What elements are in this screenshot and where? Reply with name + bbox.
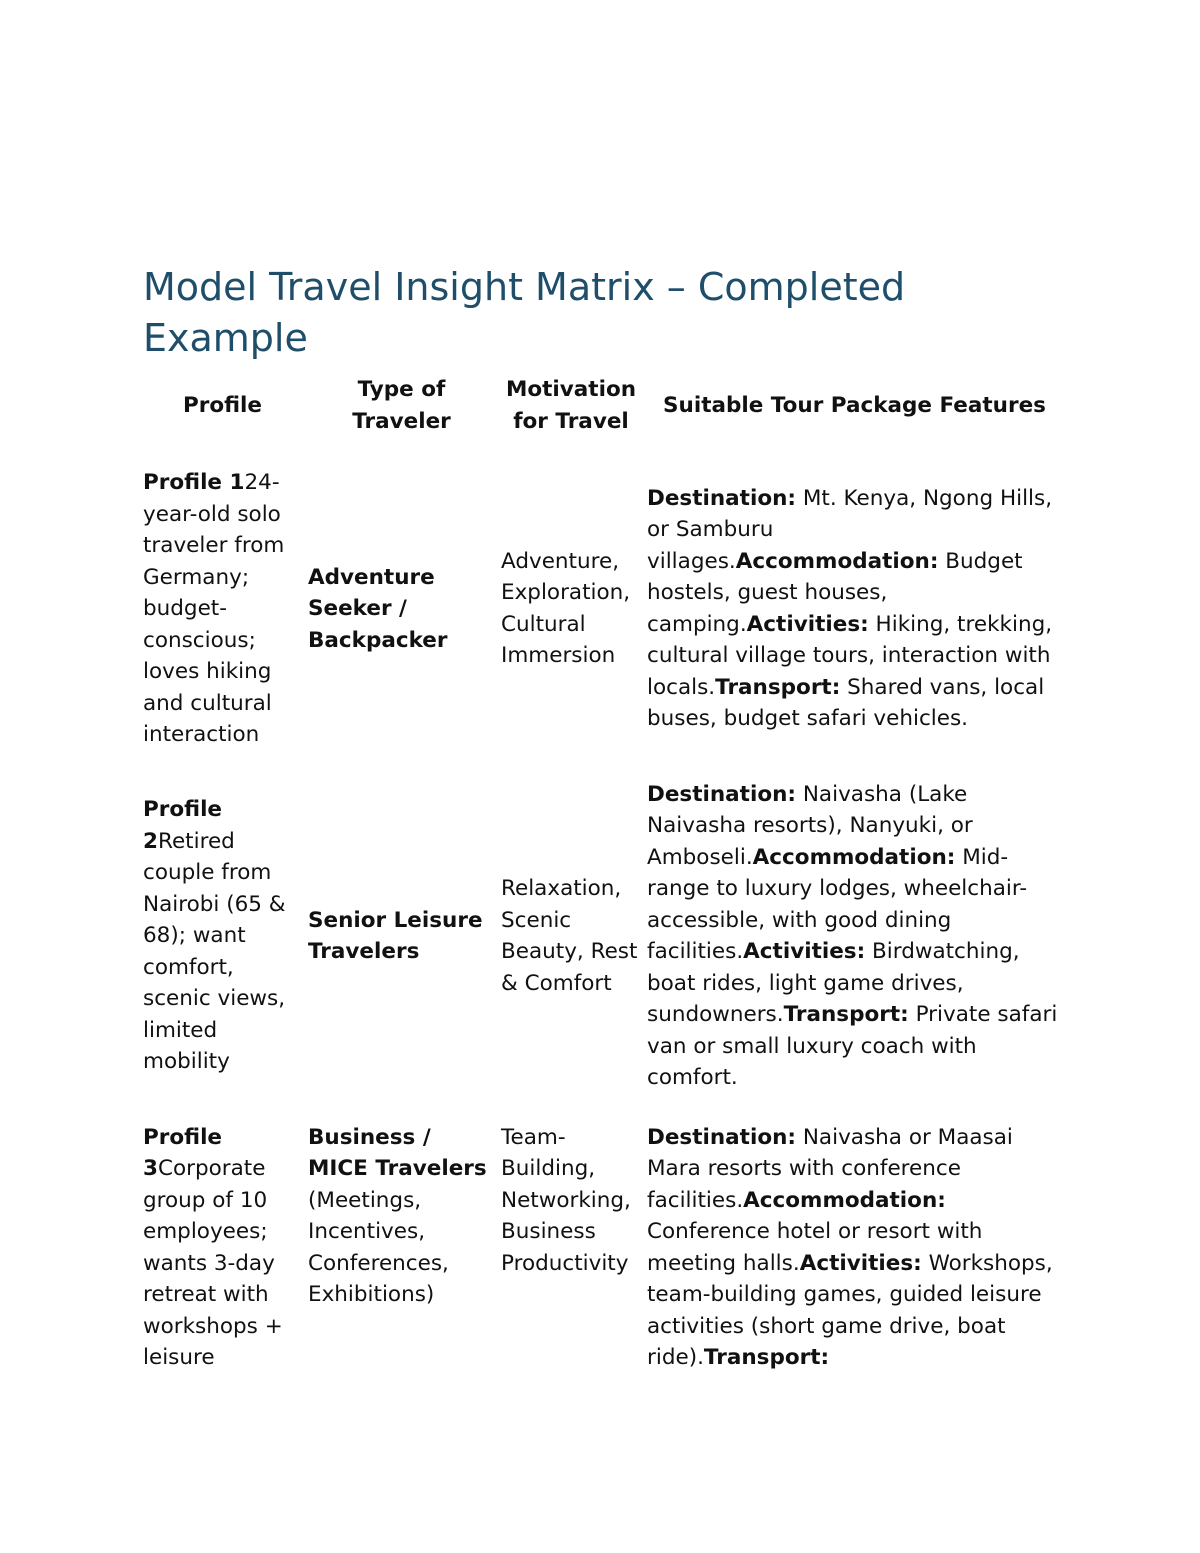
transport-label: Transport: <box>703 1345 830 1370</box>
accommodation-label: Accommodation: <box>752 844 956 870</box>
page-title: Model Travel Insight Matrix – Completed Example <box>143 265 906 360</box>
features-cell <box>644 453 1065 765</box>
accommodation-text: Conference hotel or resort with meeting halls. <box>647 1219 983 1276</box>
travel-insight-matrix-table <box>140 372 1065 1388</box>
header-type-of-traveler: Type of Traveler <box>352 377 451 434</box>
activities-label: Activities: <box>743 939 866 964</box>
activities-text: Workshops, team-building games, guided leisure activities (short game drive, boat ride). <box>647 1250 1053 1370</box>
activities-label: Activities: <box>799 1250 922 1276</box>
activities-text: Hiking, trekking, cultural village tours, interaction with locals. <box>647 611 1053 700</box>
destination-label: Destination: <box>647 485 797 511</box>
activities-label: Activities: <box>746 611 869 637</box>
destination-text: Naivasha (Lake Naivasha resorts), Nanyuki, or Amboseli. <box>647 781 973 870</box>
activities-text: Birdwatching, boat rides, light game drives, sundowners. <box>647 939 1020 1027</box>
header-package-features: Suitable Tour Package Features <box>663 392 1046 418</box>
traveler-type: Business / MICE Travelers <box>308 1124 487 1181</box>
profile-text: Retired couple from Nairobi (65 & 68); want comfort, scenic views, limited mobility <box>143 828 286 1075</box>
traveler-type: Adventure Seeker / Backpacker <box>308 564 448 653</box>
accommodation-text: Budget hostels, guest houses, camping. <box>647 548 1023 637</box>
table-row <box>140 1108 1065 1388</box>
accommodation-label: Accommodation: <box>743 1187 946 1213</box>
transport-label: Transport: <box>783 1002 909 1027</box>
profile-text: 24-year-old solo traveler from Germany; budget-conscious; loves hiking and cultural interaction <box>143 470 285 747</box>
traveler-type-cell <box>305 1108 498 1388</box>
accommodation-text: Mid-range to luxury lodges, wheelchair-accessible, with good dining facilities. <box>647 844 1028 964</box>
motivation-cell: Relaxation, Scenic Beauty, Rest & Comfort <box>501 876 638 996</box>
traveler-type-cell <box>305 453 498 765</box>
profile-cell <box>140 453 305 765</box>
features-cell <box>644 765 1065 1108</box>
transport-label: Transport: <box>715 674 841 700</box>
traveler-type-cell <box>305 765 498 1108</box>
profile-text: Corporate group of 10 employees; wants 3-day retreat with workshops + leisure <box>143 1156 283 1370</box>
accommodation-label: Accommodation: <box>735 548 939 574</box>
destination-label: Destination: <box>647 781 797 807</box>
destination-label: Destination: <box>647 1124 797 1150</box>
transport-text: Shared vans, local buses, budget safari vehicles. <box>647 674 1045 732</box>
profile-label: Profile 1 <box>143 470 245 495</box>
header-profile: Profile <box>182 392 263 418</box>
header-motivation: Motivation for Travel <box>505 377 637 434</box>
table-row <box>140 453 1065 765</box>
profile-label: Profile 3 <box>143 1124 223 1181</box>
traveler-type: Senior Leisure Travelers <box>308 907 483 964</box>
table-header-row <box>140 372 1065 453</box>
destination-text: Mt. Kenya, Ngong Hills, or Samburu villages. <box>647 485 1053 574</box>
table-row <box>140 765 1065 1108</box>
profile-cell <box>140 765 305 1108</box>
features-cell <box>644 1108 1065 1388</box>
motivation-cell: Team-Building, Networking, Business Productivity <box>501 1124 631 1276</box>
profile-cell <box>140 1108 305 1388</box>
destination-text: Naivasha or Maasai Mara resorts with conference facilities. <box>647 1124 1013 1213</box>
traveler-type-extra: (Meetings, Incentives, Conferences, Exhibitions) <box>308 1187 449 1307</box>
transport-text: Private safari van or small luxury coach with comfort. <box>647 1002 1058 1090</box>
motivation-cell: Adventure, Exploration, Cultural Immersion <box>501 548 631 669</box>
profile-label: Profile 2 <box>143 797 223 854</box>
